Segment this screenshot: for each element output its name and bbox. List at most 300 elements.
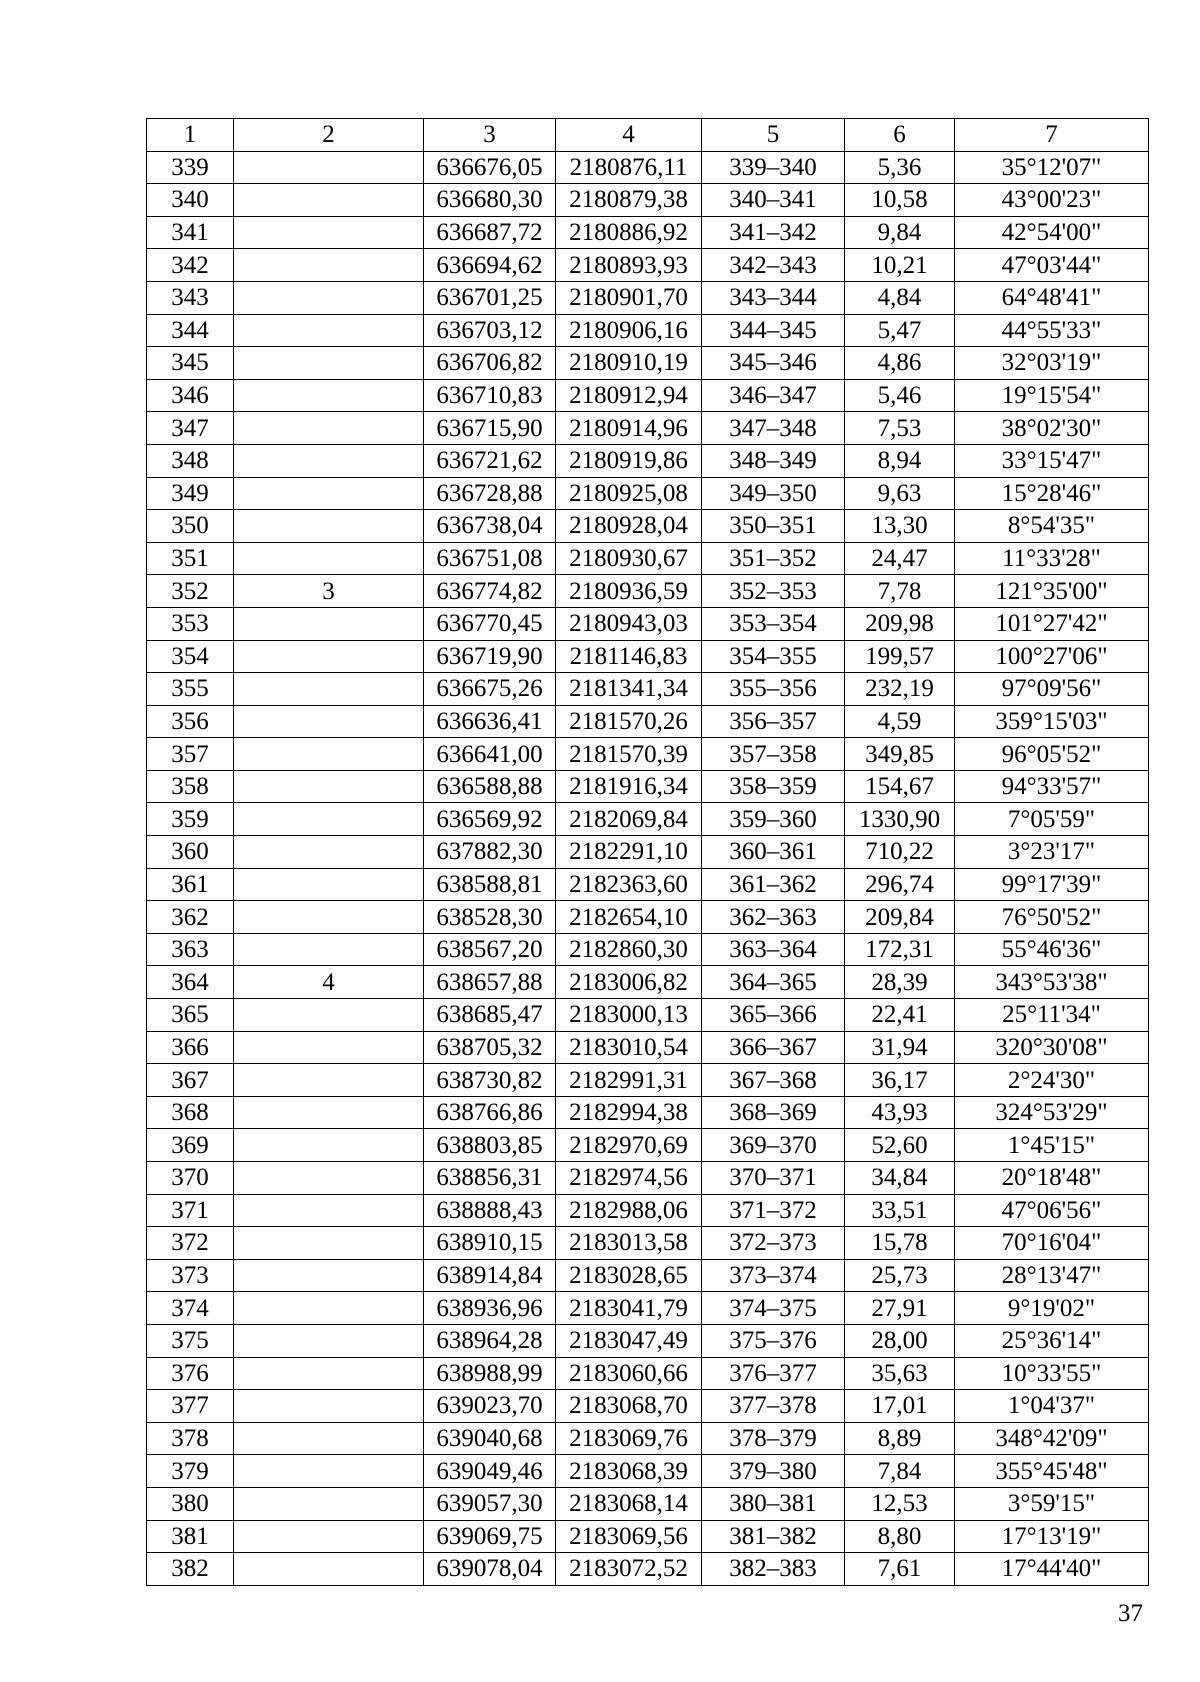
cell-col-6: 154,67 — [845, 770, 955, 803]
cell-col-7: 3°59'15" — [955, 1487, 1149, 1520]
cell-col-4: 2182991,31 — [556, 1064, 702, 1097]
cell-col-6: 8,80 — [845, 1520, 955, 1553]
cell-col-2 — [234, 1031, 424, 1064]
cell-col-2 — [234, 1096, 424, 1129]
cell-col-6: 1330,90 — [845, 803, 955, 836]
cell-col-5: 341–342 — [702, 216, 845, 249]
cell-col-7: 359°15'03" — [955, 705, 1149, 738]
cell-col-5: 347–348 — [702, 412, 845, 445]
table-row — [147, 1259, 1149, 1292]
cell-col-3: 636738,04 — [424, 510, 556, 543]
cell-col-1: 366 — [147, 1031, 234, 1064]
cell-col-6: 7,84 — [845, 1455, 955, 1488]
cell-col-7: 32°03'19" — [955, 347, 1149, 380]
cell-col-7: 101°27'42" — [955, 607, 1149, 640]
cell-col-6: 12,53 — [845, 1487, 955, 1520]
cell-col-5: 353–354 — [702, 607, 845, 640]
cell-col-3: 636687,72 — [424, 216, 556, 249]
cell-col-4: 2183028,65 — [556, 1259, 702, 1292]
table-row — [147, 868, 1149, 901]
cell-col-7: 1°04'37" — [955, 1390, 1149, 1423]
cell-col-7: 70°16'04" — [955, 1227, 1149, 1260]
cell-col-3: 638888,43 — [424, 1194, 556, 1227]
cell-col-5: 356–357 — [702, 705, 845, 738]
cell-col-2 — [234, 868, 424, 901]
cell-col-2 — [234, 933, 424, 966]
table-row — [147, 673, 1149, 706]
table-row — [147, 836, 1149, 869]
cell-col-3: 639057,30 — [424, 1487, 556, 1520]
cell-col-7: 28°13'47" — [955, 1259, 1149, 1292]
cell-col-7: 99°17'39" — [955, 868, 1149, 901]
cell-col-3: 636715,90 — [424, 412, 556, 445]
cell-col-1: 374 — [147, 1292, 234, 1325]
cell-col-2 — [234, 640, 424, 673]
cell-col-2 — [234, 1357, 424, 1390]
cell-col-1: 357 — [147, 738, 234, 771]
cell-col-5: 358–359 — [702, 770, 845, 803]
cell-col-4: 2182970,69 — [556, 1129, 702, 1162]
cell-col-5: 343–344 — [702, 281, 845, 314]
cell-col-1: 364 — [147, 966, 234, 999]
cell-col-4: 2180912,94 — [556, 379, 702, 412]
cell-col-4: 2181570,39 — [556, 738, 702, 771]
table-row — [147, 151, 1149, 184]
cell-col-1: 350 — [147, 510, 234, 543]
cell-col-7: 47°06'56" — [955, 1194, 1149, 1227]
cell-col-6: 5,46 — [845, 379, 955, 412]
cell-col-4: 2182994,38 — [556, 1096, 702, 1129]
cell-col-3: 636569,92 — [424, 803, 556, 836]
cell-col-4: 2181341,34 — [556, 673, 702, 706]
cell-col-6: 25,73 — [845, 1259, 955, 1292]
cell-col-2 — [234, 1422, 424, 1455]
table-row — [147, 510, 1149, 543]
cell-col-3: 636694,62 — [424, 249, 556, 282]
cell-col-4: 2180906,16 — [556, 314, 702, 347]
cell-col-3: 638910,15 — [424, 1227, 556, 1260]
table-row — [147, 412, 1149, 445]
cell-col-1: 382 — [147, 1553, 234, 1586]
cell-col-6: 4,59 — [845, 705, 955, 738]
cell-col-1: 343 — [147, 281, 234, 314]
cell-col-6: 27,91 — [845, 1292, 955, 1325]
cell-col-1: 379 — [147, 1455, 234, 1488]
cell-col-1: 360 — [147, 836, 234, 869]
table-row — [147, 803, 1149, 836]
cell-col-3: 638685,47 — [424, 999, 556, 1032]
coordinates-table — [146, 118, 1149, 1586]
cell-col-3: 638988,99 — [424, 1357, 556, 1390]
cell-col-2 — [234, 412, 424, 445]
table-row — [147, 607, 1149, 640]
cell-col-2 — [234, 1064, 424, 1097]
table-row — [147, 1357, 1149, 1390]
cell-col-4: 2180919,86 — [556, 444, 702, 477]
cell-col-5: 366–367 — [702, 1031, 845, 1064]
cell-col-4: 2182363,60 — [556, 868, 702, 901]
cell-col-4: 2180893,93 — [556, 249, 702, 282]
cell-col-3: 639040,68 — [424, 1422, 556, 1455]
cell-col-3: 636680,30 — [424, 184, 556, 217]
cell-col-3: 636770,45 — [424, 607, 556, 640]
table-row — [147, 1292, 1149, 1325]
cell-col-4: 2180936,59 — [556, 575, 702, 608]
cell-col-6: 13,30 — [845, 510, 955, 543]
header-cell-7: 7 — [955, 119, 1149, 152]
table-row — [147, 738, 1149, 771]
cell-col-5: 339–340 — [702, 151, 845, 184]
table-row — [147, 1064, 1149, 1097]
cell-col-6: 7,78 — [845, 575, 955, 608]
cell-col-6: 8,94 — [845, 444, 955, 477]
header-cell-1: 1 — [147, 119, 234, 152]
cell-col-3: 636721,62 — [424, 444, 556, 477]
cell-col-7: 355°45'48" — [955, 1455, 1149, 1488]
cell-col-7: 343°53'38" — [955, 966, 1149, 999]
cell-col-6: 5,47 — [845, 314, 955, 347]
cell-col-1: 348 — [147, 444, 234, 477]
cell-col-4: 2182291,10 — [556, 836, 702, 869]
cell-col-2 — [234, 1129, 424, 1162]
cell-col-2: 3 — [234, 575, 424, 608]
cell-col-7: 94°33'57" — [955, 770, 1149, 803]
cell-col-6: 10,21 — [845, 249, 955, 282]
cell-col-1: 349 — [147, 477, 234, 510]
table-row — [147, 770, 1149, 803]
table-row — [147, 1390, 1149, 1423]
header-cell-4: 4 — [556, 119, 702, 152]
cell-col-1: 369 — [147, 1129, 234, 1162]
cell-col-1: 371 — [147, 1194, 234, 1227]
cell-col-3: 639069,75 — [424, 1520, 556, 1553]
cell-col-4: 2181570,26 — [556, 705, 702, 738]
cell-col-7: 1°45'15" — [955, 1129, 1149, 1162]
cell-col-3: 638803,85 — [424, 1129, 556, 1162]
cell-col-7: 64°48'41" — [955, 281, 1149, 314]
cell-col-5: 369–370 — [702, 1129, 845, 1162]
cell-col-6: 36,17 — [845, 1064, 955, 1097]
cell-col-6: 4,86 — [845, 347, 955, 380]
cell-col-6: 22,41 — [845, 999, 955, 1032]
cell-col-3: 636719,90 — [424, 640, 556, 673]
table-row — [147, 184, 1149, 217]
cell-col-1: 339 — [147, 151, 234, 184]
cell-col-4: 2180943,03 — [556, 607, 702, 640]
cell-col-5: 342–343 — [702, 249, 845, 282]
table-row — [147, 379, 1149, 412]
cell-col-4: 2183013,58 — [556, 1227, 702, 1260]
cell-col-2 — [234, 705, 424, 738]
cell-col-7: 15°28'46" — [955, 477, 1149, 510]
cell-col-1: 363 — [147, 933, 234, 966]
cell-col-2 — [234, 770, 424, 803]
cell-col-2 — [234, 999, 424, 1032]
cell-col-4: 2180925,08 — [556, 477, 702, 510]
table-row — [147, 444, 1149, 477]
cell-col-5: 378–379 — [702, 1422, 845, 1455]
cell-col-4: 2182654,10 — [556, 901, 702, 934]
cell-col-6: 10,58 — [845, 184, 955, 217]
cell-col-7: 11°33'28" — [955, 542, 1149, 575]
cell-col-5: 376–377 — [702, 1357, 845, 1390]
cell-col-1: 362 — [147, 901, 234, 934]
cell-col-3: 638730,82 — [424, 1064, 556, 1097]
cell-col-6: 349,85 — [845, 738, 955, 771]
cell-col-3: 636636,41 — [424, 705, 556, 738]
cell-col-5: 345–346 — [702, 347, 845, 380]
cell-col-2 — [234, 1455, 424, 1488]
cell-col-1: 370 — [147, 1162, 234, 1195]
cell-col-1: 367 — [147, 1064, 234, 1097]
cell-col-5: 374–375 — [702, 1292, 845, 1325]
cell-col-3: 638914,84 — [424, 1259, 556, 1292]
cell-col-5: 381–382 — [702, 1520, 845, 1553]
cell-col-1: 347 — [147, 412, 234, 445]
cell-col-1: 358 — [147, 770, 234, 803]
cell-col-2 — [234, 1259, 424, 1292]
cell-col-2 — [234, 901, 424, 934]
cell-col-4: 2180901,70 — [556, 281, 702, 314]
cell-col-2 — [234, 444, 424, 477]
cell-col-4: 2180879,38 — [556, 184, 702, 217]
table-row — [147, 1520, 1149, 1553]
cell-col-2 — [234, 477, 424, 510]
cell-col-1: 346 — [147, 379, 234, 412]
cell-col-7: 33°15'47" — [955, 444, 1149, 477]
cell-col-4: 2183000,13 — [556, 999, 702, 1032]
cell-col-7: 44°55'33" — [955, 314, 1149, 347]
cell-col-3: 638567,20 — [424, 933, 556, 966]
cell-col-3: 638964,28 — [424, 1324, 556, 1357]
cell-col-6: 17,01 — [845, 1390, 955, 1423]
cell-col-2 — [234, 1520, 424, 1553]
cell-col-4: 2180886,92 — [556, 216, 702, 249]
cell-col-7: 97°09'56" — [955, 673, 1149, 706]
cell-col-1: 356 — [147, 705, 234, 738]
header-cell-2: 2 — [234, 119, 424, 152]
cell-col-7: 47°03'44" — [955, 249, 1149, 282]
cell-col-3: 639049,46 — [424, 1455, 556, 1488]
cell-col-5: 351–352 — [702, 542, 845, 575]
cell-col-1: 375 — [147, 1324, 234, 1357]
cell-col-6: 8,89 — [845, 1422, 955, 1455]
table-row — [147, 1031, 1149, 1064]
cell-col-4: 2182860,30 — [556, 933, 702, 966]
cell-col-4: 2182069,84 — [556, 803, 702, 836]
cell-col-2 — [234, 379, 424, 412]
cell-col-7: 42°54'00" — [955, 216, 1149, 249]
cell-col-2 — [234, 151, 424, 184]
cell-col-1: 351 — [147, 542, 234, 575]
cell-col-2 — [234, 542, 424, 575]
cell-col-4: 2181146,83 — [556, 640, 702, 673]
cell-col-3: 636641,00 — [424, 738, 556, 771]
cell-col-4: 2180876,11 — [556, 151, 702, 184]
cell-col-5: 365–366 — [702, 999, 845, 1032]
cell-col-2 — [234, 738, 424, 771]
cell-col-2 — [234, 673, 424, 706]
table-row — [147, 347, 1149, 380]
cell-col-4: 2180930,67 — [556, 542, 702, 575]
cell-col-7: 43°00'23" — [955, 184, 1149, 217]
cell-col-3: 636774,82 — [424, 575, 556, 608]
cell-col-6: 710,22 — [845, 836, 955, 869]
cell-col-1: 342 — [147, 249, 234, 282]
table-row — [147, 249, 1149, 282]
cell-col-5: 377–378 — [702, 1390, 845, 1423]
cell-col-1: 378 — [147, 1422, 234, 1455]
cell-col-5: 350–351 — [702, 510, 845, 543]
table-row — [147, 966, 1149, 999]
cell-col-3: 638705,32 — [424, 1031, 556, 1064]
cell-col-3: 639078,04 — [424, 1553, 556, 1586]
cell-col-2 — [234, 281, 424, 314]
cell-col-4: 2183041,79 — [556, 1292, 702, 1325]
cell-col-3: 639023,70 — [424, 1390, 556, 1423]
cell-col-5: 370–371 — [702, 1162, 845, 1195]
cell-col-5: 373–374 — [702, 1259, 845, 1292]
cell-col-5: 380–381 — [702, 1487, 845, 1520]
table-row — [147, 705, 1149, 738]
cell-col-5: 346–347 — [702, 379, 845, 412]
cell-col-4: 2180910,19 — [556, 347, 702, 380]
cell-col-5: 367–368 — [702, 1064, 845, 1097]
cell-col-5: 362–363 — [702, 901, 845, 934]
cell-col-5: 360–361 — [702, 836, 845, 869]
table-row — [147, 1227, 1149, 1260]
table-row — [147, 1096, 1149, 1129]
cell-col-2 — [234, 836, 424, 869]
cell-col-5: 361–362 — [702, 868, 845, 901]
cell-col-4: 2183068,14 — [556, 1487, 702, 1520]
cell-col-7: 320°30'08" — [955, 1031, 1149, 1064]
cell-col-3: 636676,05 — [424, 151, 556, 184]
cell-col-7: 2°24'30" — [955, 1064, 1149, 1097]
cell-col-5: 354–355 — [702, 640, 845, 673]
cell-col-2 — [234, 1553, 424, 1586]
cell-col-6: 199,57 — [845, 640, 955, 673]
cell-col-1: 352 — [147, 575, 234, 608]
cell-col-3: 636588,88 — [424, 770, 556, 803]
cell-col-2 — [234, 1162, 424, 1195]
cell-col-5: 368–369 — [702, 1096, 845, 1129]
cell-col-3: 636751,08 — [424, 542, 556, 575]
cell-col-2 — [234, 1292, 424, 1325]
cell-col-3: 638588,81 — [424, 868, 556, 901]
cell-col-3: 638657,88 — [424, 966, 556, 999]
cell-col-1: 377 — [147, 1390, 234, 1423]
cell-col-6: 28,39 — [845, 966, 955, 999]
cell-col-4: 2182988,06 — [556, 1194, 702, 1227]
cell-col-3: 636728,88 — [424, 477, 556, 510]
table-row — [147, 281, 1149, 314]
table-row — [147, 1162, 1149, 1195]
cell-col-5: 349–350 — [702, 477, 845, 510]
table-row — [147, 901, 1149, 934]
cell-col-3: 638766,86 — [424, 1096, 556, 1129]
cell-col-5: 340–341 — [702, 184, 845, 217]
table-row — [147, 1422, 1149, 1455]
cell-col-6: 9,63 — [845, 477, 955, 510]
cell-col-2 — [234, 249, 424, 282]
cell-col-1: 354 — [147, 640, 234, 673]
cell-col-5: 379–380 — [702, 1455, 845, 1488]
cell-col-4: 2182974,56 — [556, 1162, 702, 1195]
cell-col-7: 17°44'40" — [955, 1553, 1149, 1586]
table-row — [147, 999, 1149, 1032]
cell-col-1: 341 — [147, 216, 234, 249]
cell-col-7: 76°50'52" — [955, 901, 1149, 934]
cell-col-2 — [234, 1227, 424, 1260]
cell-col-2 — [234, 347, 424, 380]
cell-col-6: 7,61 — [845, 1553, 955, 1586]
cell-col-3: 638856,31 — [424, 1162, 556, 1195]
cell-col-1: 380 — [147, 1487, 234, 1520]
cell-col-1: 372 — [147, 1227, 234, 1260]
cell-col-5: 382–383 — [702, 1553, 845, 1586]
header-cell-6: 6 — [845, 119, 955, 152]
cell-col-6: 52,60 — [845, 1129, 955, 1162]
cell-col-5: 344–345 — [702, 314, 845, 347]
cell-col-4: 2183068,70 — [556, 1390, 702, 1423]
table-row — [147, 314, 1149, 347]
cell-col-7: 3°23'17" — [955, 836, 1149, 869]
cell-col-5: 372–373 — [702, 1227, 845, 1260]
cell-col-7: 20°18'48" — [955, 1162, 1149, 1195]
cell-col-4: 2183047,49 — [556, 1324, 702, 1357]
cell-col-6: 209,84 — [845, 901, 955, 934]
cell-col-7: 35°12'07" — [955, 151, 1149, 184]
cell-col-6: 209,98 — [845, 607, 955, 640]
cell-col-1: 355 — [147, 673, 234, 706]
cell-col-1: 365 — [147, 999, 234, 1032]
cell-col-7: 7°05'59" — [955, 803, 1149, 836]
cell-col-7: 17°13'19" — [955, 1520, 1149, 1553]
cell-col-5: 359–360 — [702, 803, 845, 836]
cell-col-5: 364–365 — [702, 966, 845, 999]
cell-col-6: 5,36 — [845, 151, 955, 184]
table-row — [147, 1194, 1149, 1227]
cell-col-2 — [234, 1487, 424, 1520]
cell-col-2 — [234, 1324, 424, 1357]
cell-col-4: 2181916,34 — [556, 770, 702, 803]
cell-col-6: 31,94 — [845, 1031, 955, 1064]
cell-col-6: 34,84 — [845, 1162, 955, 1195]
cell-col-5: 375–376 — [702, 1324, 845, 1357]
cell-col-6: 172,31 — [845, 933, 955, 966]
table-row — [147, 575, 1149, 608]
cell-col-6: 7,53 — [845, 412, 955, 445]
table-row — [147, 216, 1149, 249]
cell-col-4: 2183069,56 — [556, 1520, 702, 1553]
cell-col-1: 368 — [147, 1096, 234, 1129]
cell-col-2 — [234, 803, 424, 836]
cell-col-6: 33,51 — [845, 1194, 955, 1227]
cell-col-7: 25°36'14" — [955, 1324, 1149, 1357]
cell-col-2 — [234, 216, 424, 249]
cell-col-4: 2183068,39 — [556, 1455, 702, 1488]
cell-col-2 — [234, 1194, 424, 1227]
cell-col-6: 296,74 — [845, 868, 955, 901]
cell-col-2 — [234, 184, 424, 217]
cell-col-3: 638936,96 — [424, 1292, 556, 1325]
cell-col-5: 352–353 — [702, 575, 845, 608]
cell-col-6: 28,00 — [845, 1324, 955, 1357]
cell-col-1: 381 — [147, 1520, 234, 1553]
cell-col-5: 355–356 — [702, 673, 845, 706]
cell-col-4: 2180914,96 — [556, 412, 702, 445]
